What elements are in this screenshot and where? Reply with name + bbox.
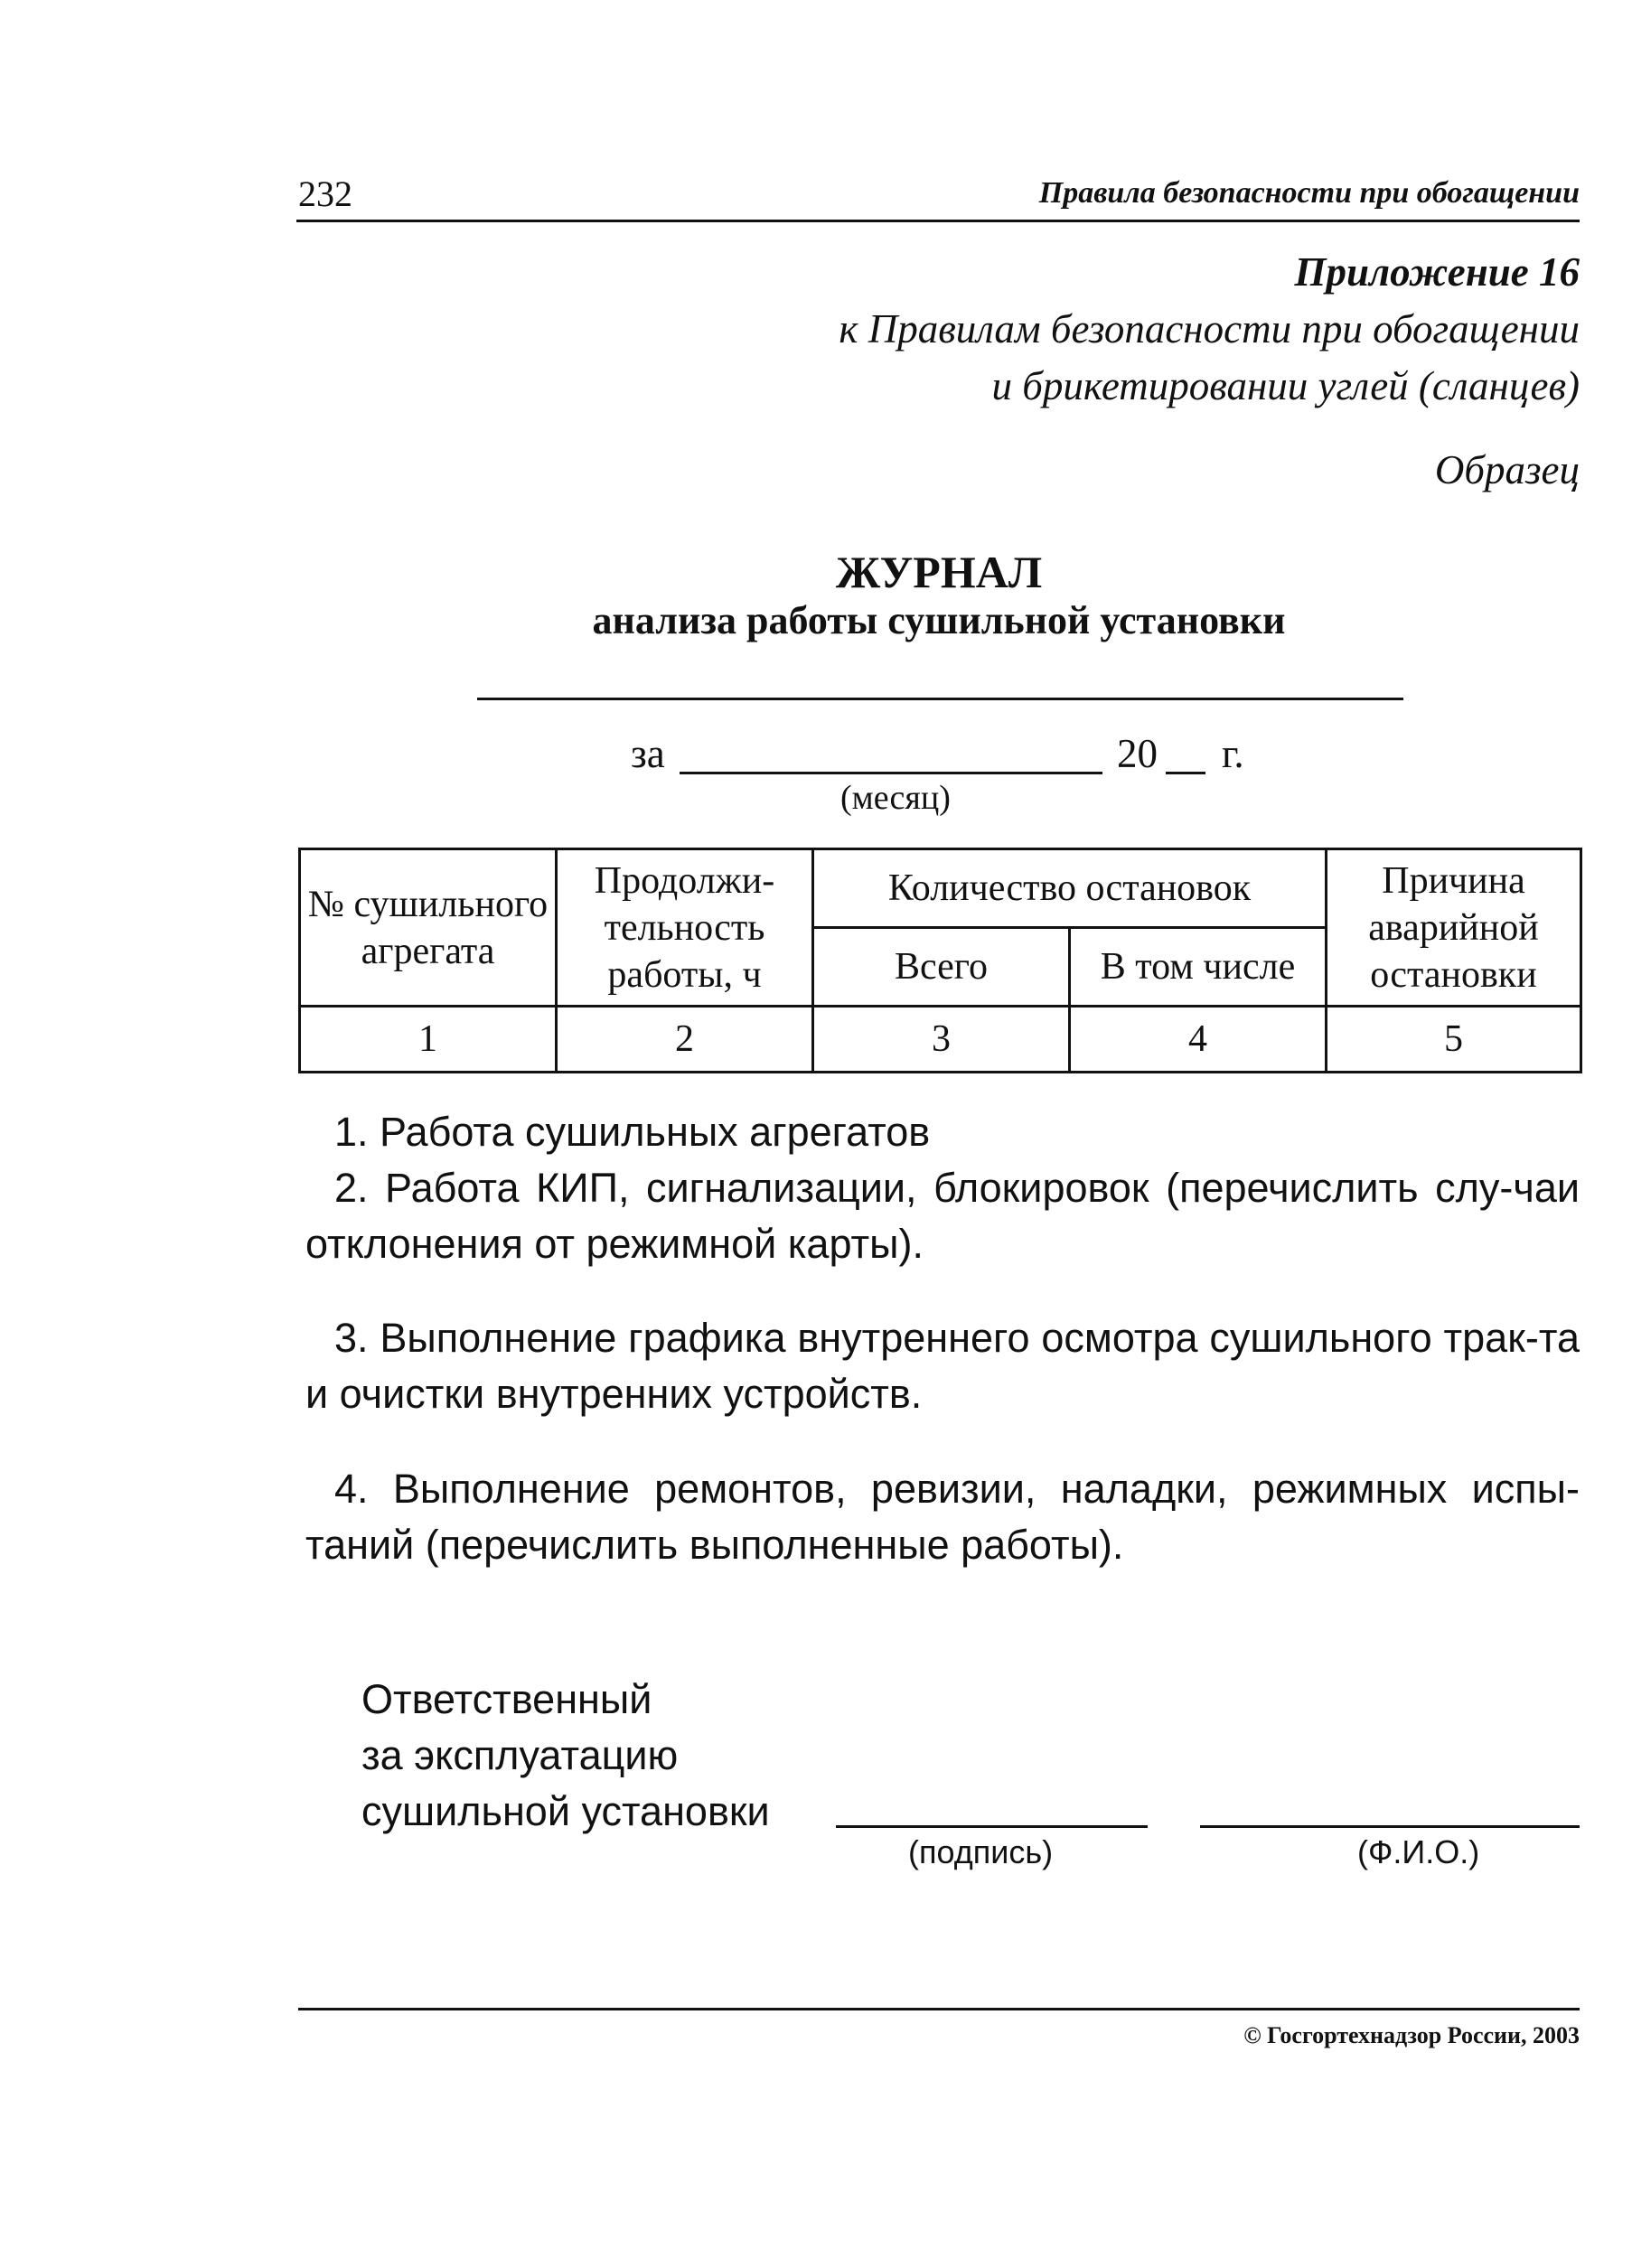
month-caption: (месяц) xyxy=(840,779,951,817)
list-item-3 xyxy=(305,1310,1580,1422)
document-subtitle: анализа работы сушильной установки xyxy=(592,598,1286,642)
name-blank-line xyxy=(1200,1825,1580,1828)
period-prefix: за xyxy=(631,731,665,776)
year-prefix: 20 xyxy=(1117,731,1158,776)
running-title: Правила безопасности при обогащении xyxy=(1038,176,1580,210)
signature-blank-line xyxy=(836,1825,1148,1828)
period-line xyxy=(0,731,1632,788)
appendix-line-2: и брикетировании углей (сланцев) xyxy=(991,363,1580,408)
column-number: 2 xyxy=(557,1007,813,1073)
footer-rule xyxy=(298,2008,1580,2010)
list-item-1 xyxy=(334,1104,1580,1160)
column-number: 5 xyxy=(1327,1007,1581,1073)
header-emergency-reason: Причина аварийной остановки xyxy=(1327,849,1581,1007)
column-number: 4 xyxy=(1070,1007,1327,1073)
month-blank-line xyxy=(680,772,1102,774)
signature-role-line-1: Ответственный xyxy=(361,1676,652,1722)
signature-caption: (подпись) xyxy=(908,1833,1054,1870)
year-blank-line xyxy=(1166,772,1205,774)
appendix-block xyxy=(839,244,1580,415)
header-duration: Продолжи-тельность работы, ч xyxy=(557,849,813,1007)
signature-block xyxy=(361,1672,770,1840)
header-stop-count: Количество остановок xyxy=(813,849,1327,928)
appendix-line-1: к Правилам безопасности при обогащении xyxy=(839,306,1580,351)
page-number: 232 xyxy=(298,173,352,214)
signature-role-line-3: сушильной установки xyxy=(361,1788,770,1834)
footer-copyright: © Госгортехнадзор России, 2003 xyxy=(1243,2022,1580,2048)
header-including: В том числе xyxy=(1070,928,1327,1007)
column-number: 1 xyxy=(300,1007,557,1073)
name-caption: (Ф.И.О.) xyxy=(1357,1833,1480,1870)
list-item-text: 1. Работа сушильных агрегатов xyxy=(334,1109,931,1155)
list-item-text: 4. Выполнение ремонтов, ревизии, наладки, режимных испы-таний (перечислить выполненные работы). xyxy=(305,1466,1580,1568)
appendix-title: Приложение 16 xyxy=(1294,249,1580,295)
journal-table xyxy=(298,848,1582,1073)
header-total: Всего xyxy=(813,928,1070,1007)
column-number: 3 xyxy=(813,1007,1070,1073)
signature-role-line-2: за эксплуатацию xyxy=(361,1732,679,1778)
header-rule xyxy=(296,220,1580,222)
list-item-text: 3. Выполнение графика внутреннего осмотра сушильного трак-та и очистки внутренних устройств. xyxy=(305,1315,1580,1417)
list-item-4 xyxy=(305,1461,1580,1573)
header-unit-number: № сушильного агрегата xyxy=(300,849,557,1007)
sample-label: Образец xyxy=(1434,447,1580,492)
year-suffix: г. xyxy=(1222,731,1244,776)
document-title: ЖУРНАЛ xyxy=(835,547,1043,597)
list-item-2 xyxy=(305,1160,1580,1272)
list-item-text: 2. Работа КИП, сигнализации, блокировок (перечислить слу-чаи отклонения от режимной карты). xyxy=(305,1165,1580,1267)
organization-blank-line xyxy=(477,698,1403,700)
